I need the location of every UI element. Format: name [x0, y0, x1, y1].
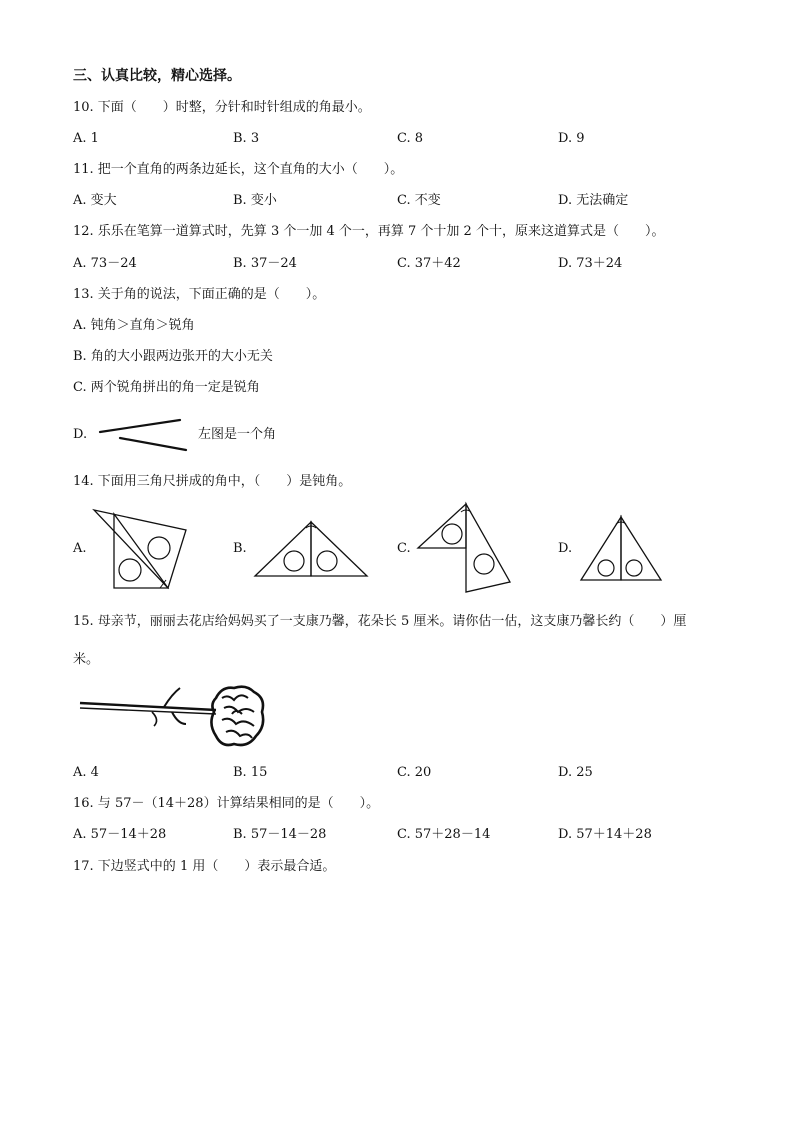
q15-option-d[interactable]: D. 25 [558, 765, 593, 780]
q11-option-d[interactable]: D. 无法确定 [558, 193, 629, 208]
q13-option-c[interactable]: C. 两个锐角拼出的角一定是锐角 [73, 380, 260, 395]
q15-option-a[interactable]: A. 4 [73, 765, 99, 780]
q14-option-b[interactable]: B. [233, 541, 247, 556]
q14-option-d[interactable]: D. [558, 541, 573, 556]
q14-option-c[interactable]: C. [397, 541, 411, 556]
q13-option-a[interactable]: A. 钝角＞直角＞锐角 [73, 318, 195, 333]
question-15-stem-line-1: 15. 母亲节，丽丽去花店给妈妈买了一支康乃馨，花朵长 5 厘米。请你估一估，这支康乃馨长约（ ）厘 [73, 614, 687, 629]
question-11-stem: 11. 把一个直角的两条边延长，这个直角的大小（ ）。 [73, 162, 404, 177]
q13-option-d-caption: 左图是一个角 [198, 427, 277, 442]
q12-option-d[interactable]: D. 73＋24 [558, 256, 623, 271]
q15-option-b[interactable]: B. 15 [233, 765, 268, 780]
carnation-flower-figure [76, 684, 266, 752]
q16-option-b[interactable]: B. 57－14－28 [233, 827, 327, 842]
q11-option-a[interactable]: A. 变大 [73, 193, 117, 208]
q13-option-b[interactable]: B. 角的大小跟两边张开的大小无关 [73, 349, 273, 364]
q16-option-c[interactable]: C. 57＋28－14 [397, 827, 491, 842]
q14-figure-d [578, 514, 664, 584]
q13-option-d[interactable]: D. [73, 427, 88, 442]
q14-figure-a [90, 506, 190, 592]
question-14-stem: 14. 下面用三角尺拼成的角中，（ ）是钝角。 [73, 474, 352, 489]
q12-option-a[interactable]: A. 73－24 [73, 256, 137, 271]
q10-option-a[interactable]: A. 1 [73, 131, 99, 146]
q14-figure-b [252, 518, 370, 580]
q16-option-a[interactable]: A. 57－14＋28 [73, 827, 167, 842]
question-10-stem: 10. 下面（ ）时整，分针和时针组成的角最小。 [73, 100, 371, 115]
question-12-stem: 12. 乐乐在笔算一道算式时，先算 3 个一加 4 个一，再算 7 个十加 2 个十，原来这道算式是（ ）。 [73, 224, 665, 239]
question-13-stem: 13. 关于角的说法，下面正确的是（ ）。 [73, 287, 326, 302]
q11-option-c[interactable]: C. 不变 [397, 193, 441, 208]
q10-option-c[interactable]: C. 8 [397, 131, 424, 146]
section-title: 三、认真比较，精心选择。 [73, 68, 241, 84]
q11-option-b[interactable]: B. 变小 [233, 193, 277, 208]
question-15-stem-line-2: 米。 [73, 652, 100, 667]
q14-figure-c [414, 500, 512, 596]
question-16-stem: 16. 与 57－（14＋28）计算结果相同的是（ ）。 [73, 796, 380, 811]
q15-option-c[interactable]: C. 20 [397, 765, 432, 780]
q13-angle-figure [96, 414, 188, 454]
q10-option-d[interactable]: D. 9 [558, 131, 585, 146]
question-17-stem: 17. 下边竖式中的 1 用（ ）表示最合适。 [73, 859, 336, 874]
q10-option-b[interactable]: B. 3 [233, 131, 260, 146]
q12-option-b[interactable]: B. 37－24 [233, 256, 297, 271]
q14-option-a[interactable]: A. [73, 541, 87, 556]
q16-option-d[interactable]: D. 57＋14＋28 [558, 827, 652, 842]
q12-option-c[interactable]: C. 37＋42 [397, 256, 461, 271]
